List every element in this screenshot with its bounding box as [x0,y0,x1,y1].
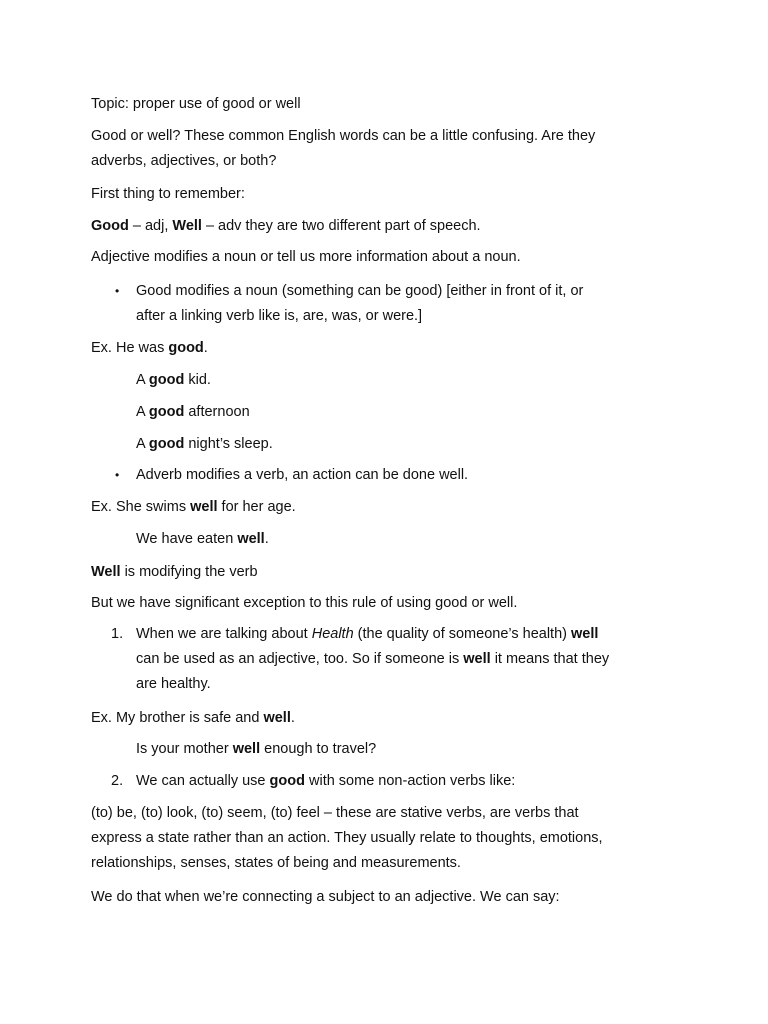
example-he-was-good: Ex. He was good. [91,340,208,356]
part-of-speech-line [91,214,678,239]
first-thing-line: First thing to remember: [91,186,245,202]
adjective-definition: Adjective modifies a noun or tell us more information about a noun. [91,249,521,265]
bullet-item-adverb [91,463,691,488]
bullet2-text: Adverb modifies a verb, an action can be done well. [136,467,469,483]
list-number: 2. [111,773,124,789]
good-term: Good [91,218,129,234]
example-good-kid: A good kid. [136,372,211,388]
example-she-swims-well: Ex. She swims well for her age. [91,499,296,515]
example-brother-safe-well: Ex. My brother is safe and well. [91,710,295,726]
well-modifying-line: Well is modifying the verb [91,564,258,580]
bullet-icon: • [115,284,120,298]
stative-line-1: (to) be, (to) look, (to) seem, (to) feel – these are stative verbs, are verbs that [91,805,579,821]
adj-text: – adj, [128,218,173,234]
intro-line-2: adverbs, adjectives, or both? [91,153,277,169]
exception-line: But we have significant exception to this rule of using good or well. [91,595,518,611]
bullet1-line2: after a linking verb like is, are, was, or were.] [136,308,423,324]
item2-text: We can actually use good with some non-action verbs like: [136,773,516,789]
example-good-sleep: A good night’s sleep. [136,436,273,452]
bullet-item-good [91,279,691,329]
adv-text: – adv they are two different part of speech. [201,218,481,234]
intro-paragraph [91,124,678,174]
numbered-item-2 [91,769,691,794]
list-number: 1. [111,626,124,642]
stative-verbs-paragraph [91,801,678,876]
stative-line-3: relationships, senses, states of being and measurements. [91,855,461,871]
item1-line3: are healthy. [136,676,211,692]
bullet1-line1: Good modifies a noun (something can be good) [either in front of it, or [136,283,584,299]
stative-line-2: express a state rather than an action. They usually relate to thoughts, emotions, [91,830,603,846]
bullet-icon: • [115,468,120,482]
intro-line-1: Good or well? These common English words can be a little confusing. Are they [91,128,596,144]
item1-line1: When we are talking about Health (the quality of someone’s health) well [136,626,599,642]
numbered-item-1 [91,622,691,697]
example-eaten-well: We have eaten well. [136,531,269,547]
closing-line: We do that when we’re connecting a subject to an adjective. We can say: [91,889,560,905]
example-mother-well: Is your mother well enough to travel? [136,741,377,757]
item1-line2: can be used as an adjective, too. So if someone is well it means that they [136,651,610,667]
topic-heading: Topic: proper use of good or well [91,96,301,112]
well-term: Well [172,218,202,234]
example-good-afternoon: A good afternoon [136,404,250,420]
